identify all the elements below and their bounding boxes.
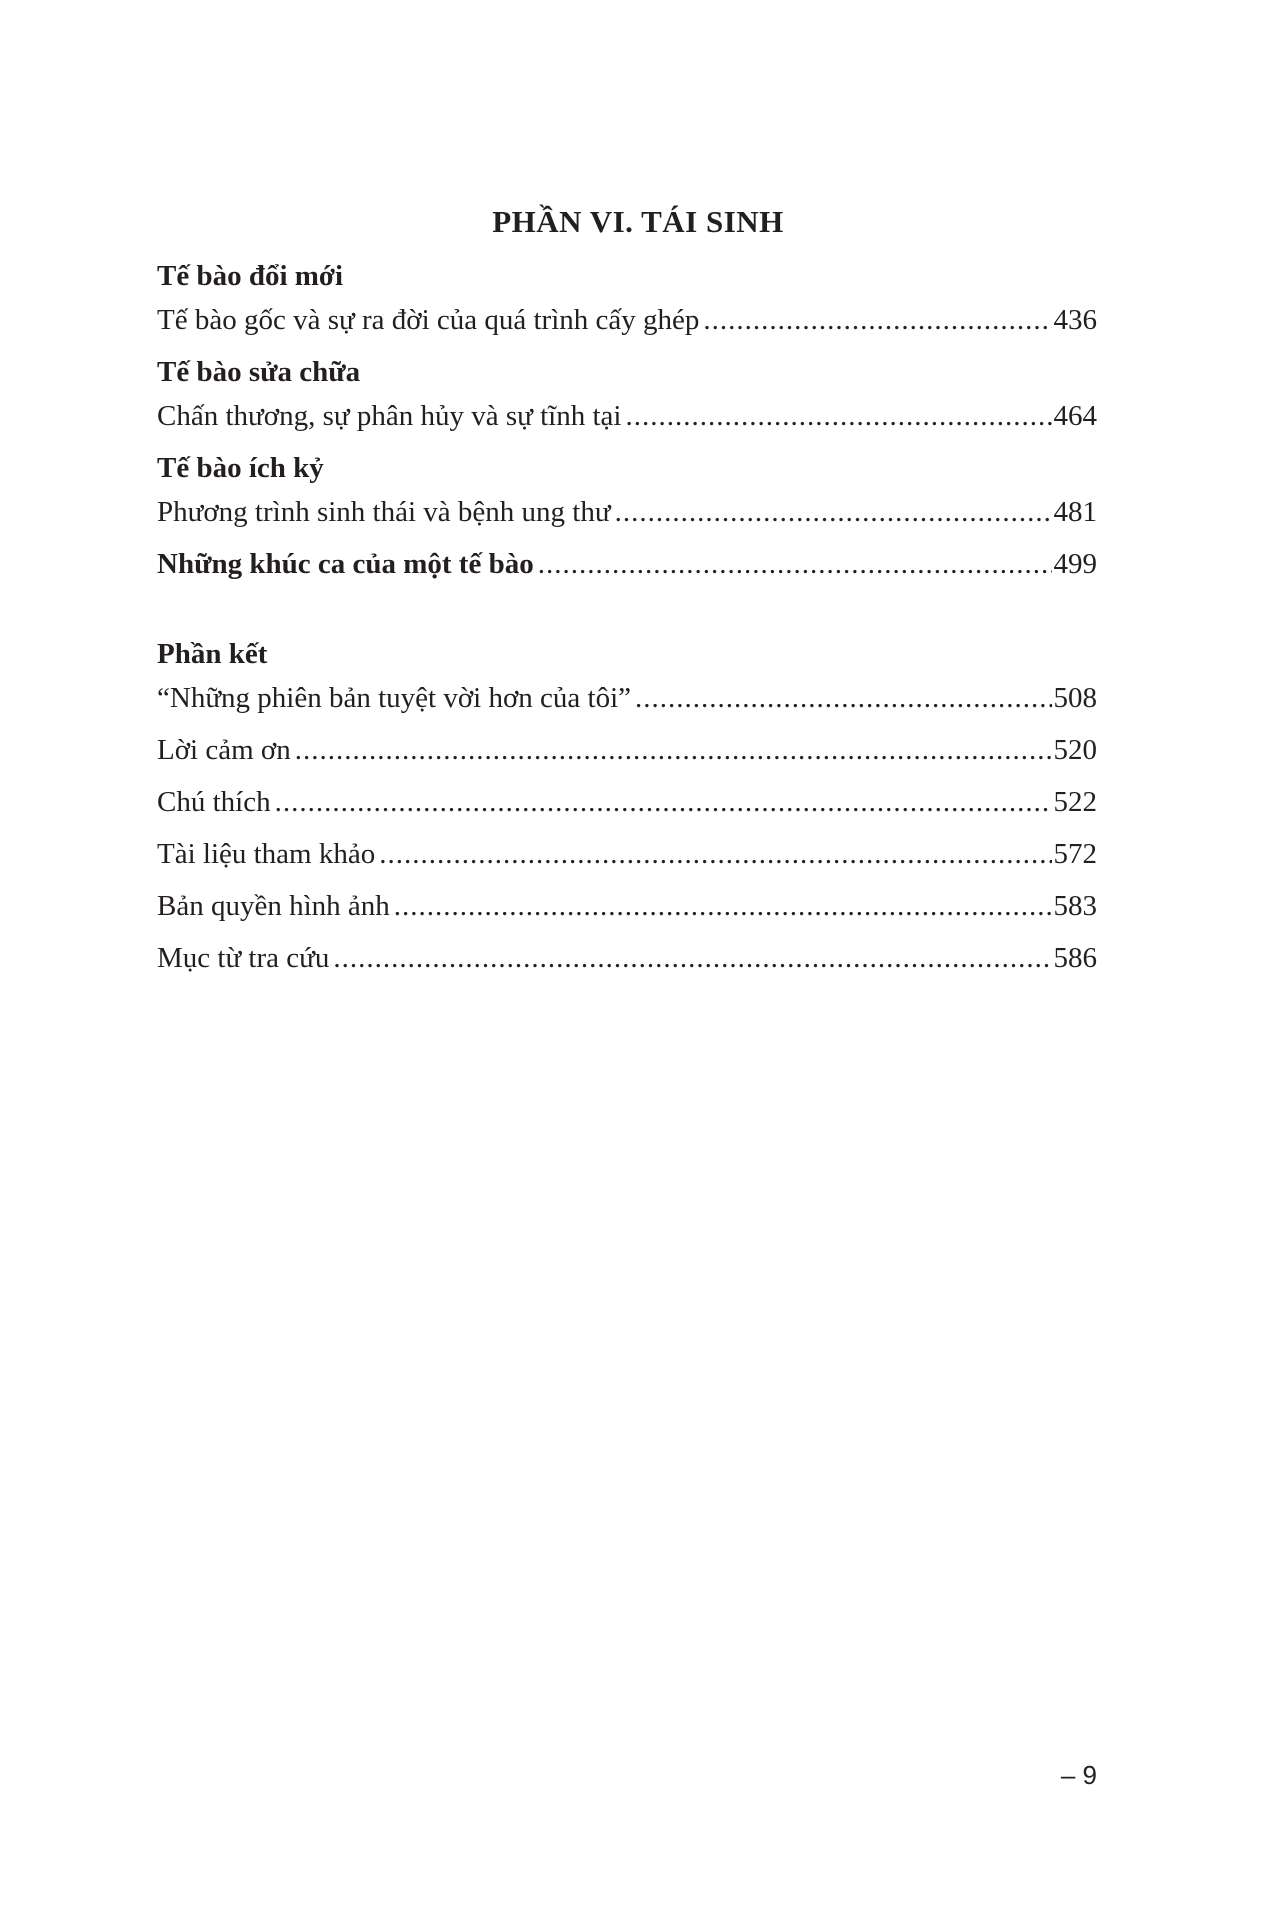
entry-title: Lời cảm ơn xyxy=(157,734,291,766)
part-title: PHẦN VI. TÁI SINH xyxy=(492,204,784,239)
toc-entry[interactable] xyxy=(157,782,1097,834)
entry-title: Chú thích xyxy=(157,786,271,818)
entry-title: Tế bào gốc và sự ra đời của quá trình cấy ghép xyxy=(157,304,700,336)
dot-leader xyxy=(333,938,1051,978)
toc-section xyxy=(157,352,1097,448)
epilogue-heading: Phần kết xyxy=(157,638,268,670)
dot-leader xyxy=(635,678,1051,718)
toc-entry-bold[interactable] xyxy=(157,544,1097,596)
entry-page-number: 508 xyxy=(1053,682,1097,714)
entry-title: Chấn thương, sự phân hủy và sự tĩnh tại xyxy=(157,400,622,432)
dot-leader xyxy=(703,300,1051,340)
entry-title: “Những phiên bản tuyệt vời hơn của tôi” xyxy=(157,682,632,714)
entry-title: Phương trình sinh thái và bệnh ung thư xyxy=(157,496,611,528)
section-spacer xyxy=(157,596,1097,634)
toc-section xyxy=(157,256,1097,352)
table-of-contents xyxy=(157,256,1097,990)
dot-leader xyxy=(394,886,1052,926)
entry-page-number: 522 xyxy=(1053,786,1097,818)
dot-leader xyxy=(538,544,1052,584)
entry-page-number: 464 xyxy=(1053,400,1097,432)
dot-leader xyxy=(295,730,1052,770)
dot-leader xyxy=(625,396,1051,436)
entry-page-number: 583 xyxy=(1053,890,1097,922)
entry-title: Bản quyền hình ảnh xyxy=(157,890,390,922)
entry-page-number: 572 xyxy=(1053,838,1097,870)
toc-entry[interactable] xyxy=(157,730,1097,782)
entry-title: Tài liệu tham khảo xyxy=(157,838,376,870)
dot-leader xyxy=(615,492,1052,532)
toc-entry[interactable] xyxy=(157,396,1097,448)
entry-page-number: 520 xyxy=(1053,734,1097,766)
entry-title: Những khúc ca của một tế bào xyxy=(157,548,534,580)
entry-title: Mục từ tra cứu xyxy=(157,942,330,974)
toc-entry[interactable] xyxy=(157,492,1097,544)
entry-page-number: 436 xyxy=(1053,304,1097,336)
toc-entry[interactable] xyxy=(157,938,1097,990)
toc-entry[interactable] xyxy=(157,300,1097,352)
toc-entry[interactable] xyxy=(157,834,1097,886)
chapter-heading: Tế bào ích kỷ xyxy=(157,452,324,484)
entry-page-number: 499 xyxy=(1053,548,1097,580)
entry-page-number: 481 xyxy=(1053,496,1097,528)
page-number: – 9 xyxy=(1060,1760,1097,1790)
chapter-heading: Tế bào đổi mới xyxy=(157,260,344,292)
dot-leader xyxy=(379,834,1051,874)
toc-entry[interactable] xyxy=(157,886,1097,938)
toc-entry[interactable] xyxy=(157,678,1097,730)
chapter-heading: Tế bào sửa chữa xyxy=(157,356,361,388)
dot-leader xyxy=(275,782,1052,822)
entry-page-number: 586 xyxy=(1053,942,1097,974)
toc-section xyxy=(157,448,1097,544)
